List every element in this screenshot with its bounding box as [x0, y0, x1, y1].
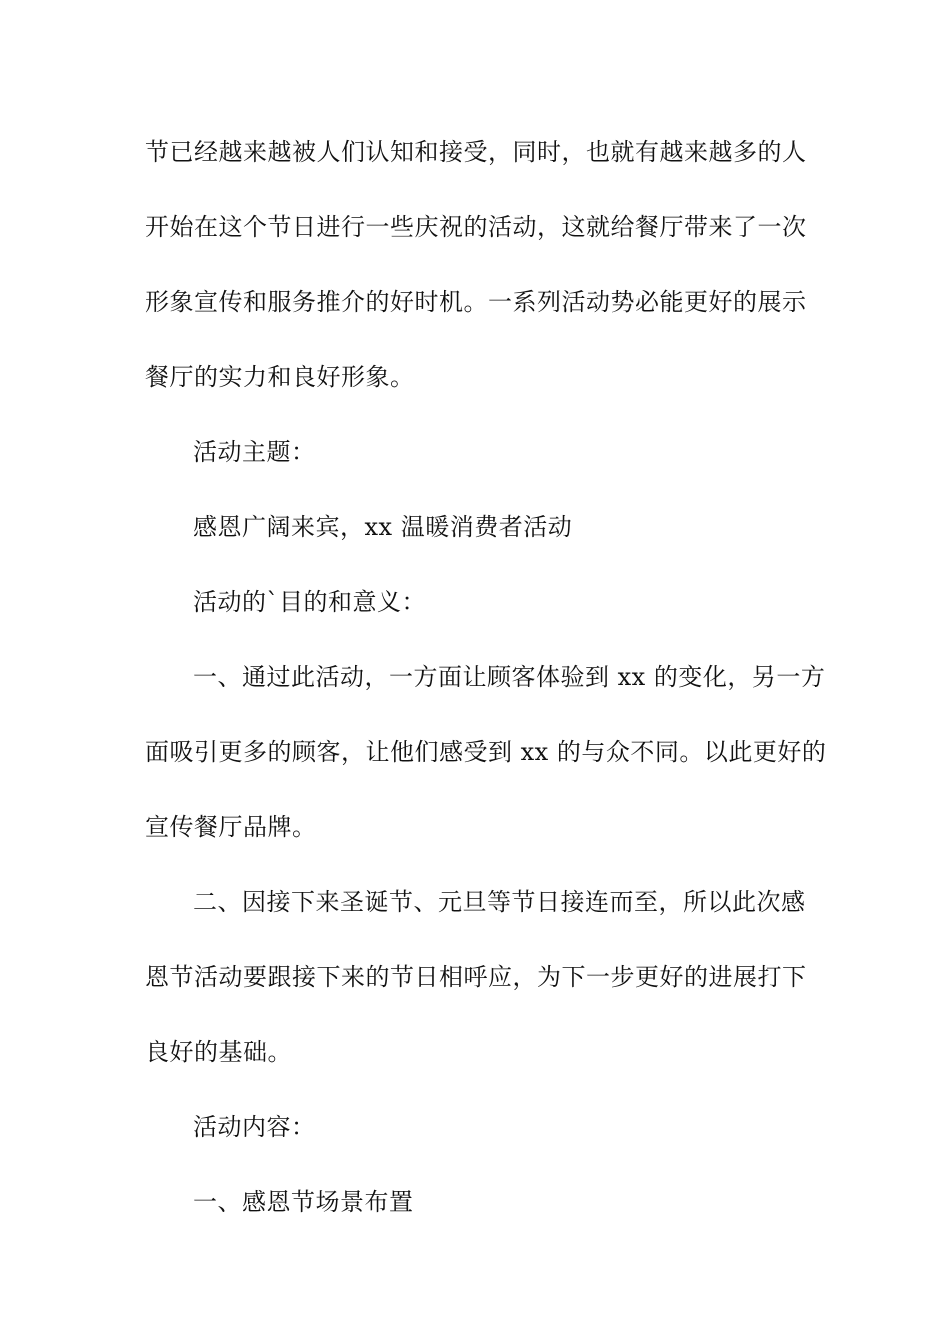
body-text-line: 一、通过此活动，一方面让顾客体验到 xx 的变化，另一方 — [193, 663, 826, 691]
body-text-line: 二、因接下来圣诞节、元旦等节日接连而至，所以此次感 — [193, 888, 806, 916]
body-text-line: 宣传餐厅品牌。 — [145, 813, 317, 841]
body-text-line: 开始在这个节日进行一些庆祝的活动，这就给餐厅带来了一次 — [145, 213, 807, 241]
section-heading: 活动内容： — [193, 1113, 316, 1141]
subsection-heading: 一、感恩节场景布置 — [193, 1188, 414, 1216]
body-text-line: 形象宣传和服务推介的好时机。一系列活动势必能更好的展示 — [145, 288, 807, 316]
body-text-line: 节已经越来越被人们认知和接受，同时，也就有越来越多的人 — [145, 138, 807, 166]
body-text-line: 恩节活动要跟接下来的节日相呼应，为下一步更好的进展打下 — [145, 963, 807, 991]
body-text-line: 餐厅的实力和良好形象。 — [145, 363, 415, 391]
body-text-line: 面吸引更多的顾客，让他们感受到 xx 的与众不同。以此更好的 — [145, 738, 827, 766]
section-heading: 活动主题： — [193, 438, 316, 466]
body-text-line: 良好的基础。 — [145, 1038, 292, 1066]
section-heading: 活动的`目的和意义： — [193, 588, 426, 616]
theme-text: 感恩广阔来宾，xx 温暖消费者活动 — [193, 513, 573, 541]
